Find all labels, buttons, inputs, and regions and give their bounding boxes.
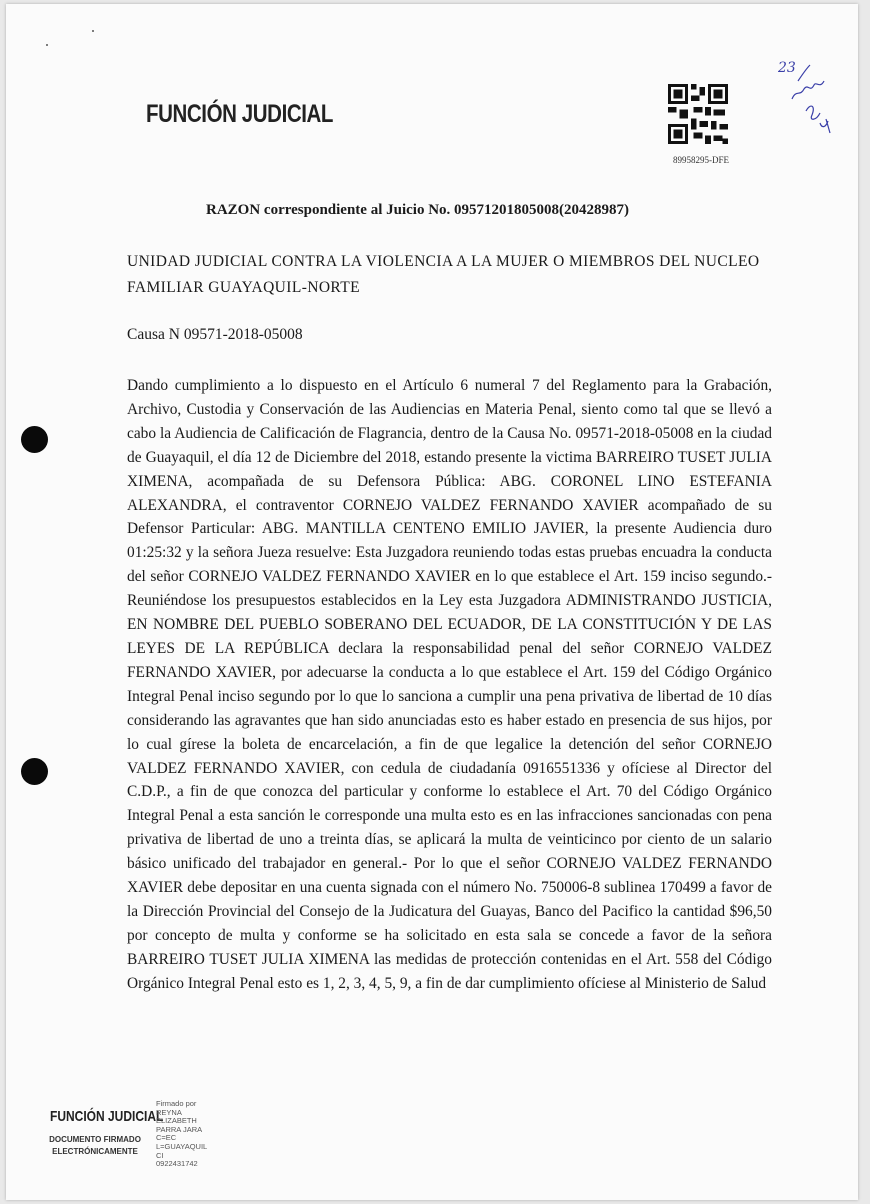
signature-line: PARRA JARA [156,1124,203,1134]
signature-line: Firmado por [156,1099,197,1108]
scan-speck [92,30,94,32]
signature-line: C=EC [156,1133,177,1143]
judicial-unit-name: UNIDAD JUDICIAL CONTRA LA VIOLENCIA A LA MUJER O MIEMBROS DEL NUCLEO FAMILIAR GUAYAQUIL-NORTE [127,253,760,296]
punch-hole [21,758,48,785]
document-title: RAZON correspondiente al Juicio No. 09571201805008(20428987) [206,202,630,218]
qr-code-id: 89958295-DFE [673,155,729,165]
punch-hole [21,426,48,453]
case-number: Causa N 09571-2018-05008 [127,326,303,343]
handwritten-note: 23 [778,60,796,76]
header-logo: FUNCIÓN JUDICIAL [146,100,334,128]
document-page [6,4,858,1200]
body-paragraph: Dando cumplimiento a lo dispuesto en el Artículo 6 numeral 7 del Reglamento para la Grabación, Archivo, Custodia y Conservación de las Audiencias en Materia Penal, siento como tal que se llevó a cabo la Audiencia de Calificación de Flagrancia, dentro de la Causa No. 09571-2018-05008 en la ciudad de Guayaquil, el día 12 de Diciembre del 2018, estando presente la victima BARREIRO TUSET JULIA XIMENA, acompañada de su Defensora Pública: ABG. CORONEL LINO ESTEFANIA ALEXANDRA, el contraventor CORNEJO VALDEZ FERNANDO XAVIER acompañado de su Defensor Particular: ABG. MANTILLA CENTENO EMILIO JAVIER, la presente Audiencia duro 01:25:32 y la señora Jueza resuelve: Esta Juzgadora reuniendo todas estas pruebas encuadra la conducta del señor CORNEJO VALDEZ FERNANDO XAVIER en lo que establece el Art. 159 inciso segundo.- Reuniéndose los presupuestos establecidos en la Ley esta Juzgadora ADMINISTRANDO JUSTICIA, EN NOMBRE DEL PUEBLO SOBERANO DEL ECUADOR, DE LA CONSTITUCIÓN Y DE LAS LEYES DE LA REPÚBLICA declara la responsabilidad penal del señor CORNEJO VALDEZ FERNANDO XAVIER, por adecuarse la conducta a lo que establece el Art. 159 del Código Orgánico Integral Penal inciso segundo por lo que lo sanciona a cumplir una pena privativa de libertad de 10 días considerando las agravantes que han sido anunciadas esto es haber estado en presencia de sus hijos, por lo cual gírese la boleta de encarcelación, a fin de que legalice la detención del señor CORNEJO VALDEZ FERNANDO XAVIER, con cedula de ciudadanía 0916551336 y ofíciese al Director del C.D.P., a fin de que conozca del particular y conforme lo establece el Art. 70 del Código Orgánico Integral Penal a esta sanción le corresponde una multa esto es en las infracciones sancionadas con pena privativa de libertad de uno a treinta días, se aplicará la multa de veinticinco por ciento de un salario básico unificado del trabajador en general.- Por lo que el señor CORNEJO VALDEZ FERNANDO XAVIER debe depositar en una cuenta signada con el número No. 750006-8 sublinea 170499 a favor de la Dirección Provincial del Consejo de la Judicatura del Guayas, Banco del Pacifico la cantidad $96,50 por concepto de multa y conforme se ha solicitado en esta sala se concede a favor de la señora BARREIRO TUSET JULIA XIMENA las medidas de protección contenidas en el Art. 558 del Código Orgánico Integral Penal esto es 1, 2, 3, 4, 5, 9, a fin de dar cumplimiento ofíciese al Ministerio de Salud [127,377,772,992]
scan-speck [46,44,48,46]
signature-line: CI [156,1150,164,1160]
signature-line: ELIZABETH [156,1116,197,1126]
handwritten-initials-icon [776,59,846,149]
signature-line: L=GUAYAQUIL [156,1141,208,1151]
electronic-signature-caption: DOCUMENTO FIRMADO ELECTRÓNICAMENTE [49,1135,141,1156]
signature-line: 0922431742 [156,1159,198,1169]
signature-line: REYNA [156,1107,182,1117]
qr-code-icon [668,84,728,144]
footer-logo: FUNCIÓN JUDICIAL [50,1108,164,1125]
signature-block [156,1100,236,1169]
